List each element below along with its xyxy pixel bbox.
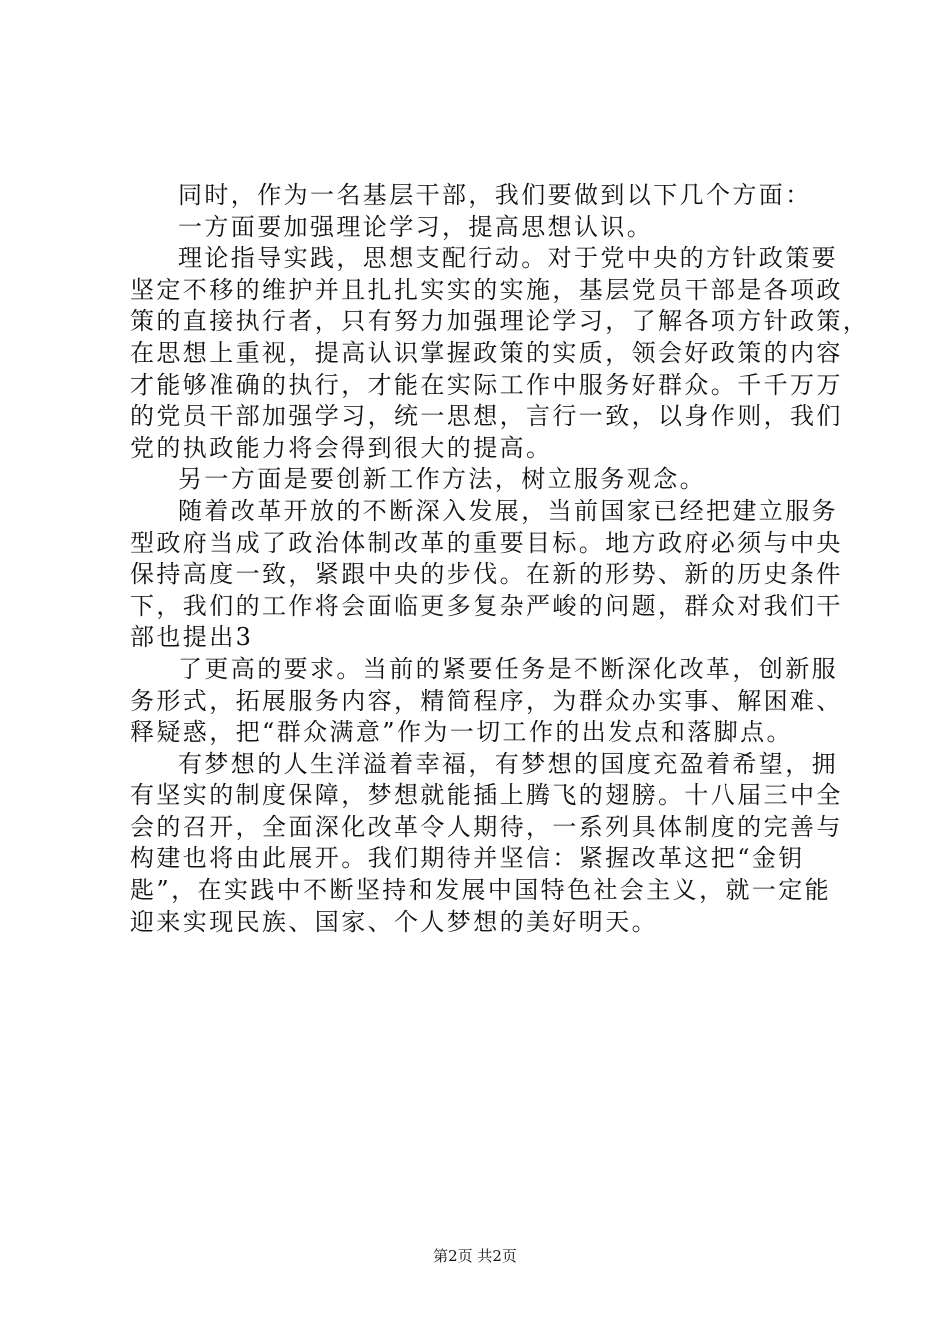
- text-line: 了更高的要求。当前的紧要任务是不断深化改革，创新服: [178, 654, 838, 683]
- text-line: 有坚实的制度保障，梦想就能插上腾飞的翅膀。十八届三中全: [130, 781, 843, 810]
- text-line: 另一方面是要创新工作方法，树立服务观念。: [178, 465, 706, 494]
- document-body: [130, 180, 870, 938]
- text-line: 策的直接执行者，只有努力加强理论学习，了解各项方针政策，: [130, 307, 870, 336]
- text-line: 一方面要加强理论学习，提高思想认识。: [178, 212, 654, 241]
- text-line: 会的召开，全面深化改革令人期待，一系列具体制度的完善与: [130, 812, 843, 841]
- text-line: 迎来实现民族、国家、个人梦想的美好明天。: [130, 907, 658, 936]
- text-line: 党的执政能力将会得到很大的提高。: [130, 433, 553, 462]
- text-line: 有梦想的人生洋溢着幸福，有梦想的国度充盈着希望，拥: [178, 749, 838, 778]
- text-line: 理论指导实践，思想支配行动。对于党中央的方针政策要: [178, 244, 838, 273]
- text-line: 在思想上重视，提高认识掌握政策的实质，领会好政策的内容: [130, 338, 843, 367]
- text-line: 下，我们的工作将会面临更多复杂严峻的问题，群众对我们干: [130, 591, 843, 620]
- text-line: 的党员干部加强学习，统一思想，言行一致，以身作则，我们: [130, 402, 843, 431]
- text-line: 构建也将由此展开。我们期待并坚信：紧握改革这把“金钥: [130, 844, 805, 873]
- text-line: 务形式，拓展服务内容，精简程序，为群众办实事、解困难、: [130, 686, 843, 715]
- text-line: 释疑惑，把“群众满意”作为一切工作的出发点和落脚点。: [130, 718, 793, 747]
- text-line: 型政府当成了政治体制改革的重要目标。地方政府必须与中央: [130, 528, 843, 557]
- text-line: 同时，作为一名基层干部，我们要做到以下几个方面：: [178, 181, 812, 209]
- text-line: 部也提出3: [130, 623, 254, 652]
- text-line: 匙”，在实践中不断坚持和发展中国特色社会主义，就一定能: [130, 876, 832, 905]
- text-line: 随着改革开放的不断深入发展，当前国家已经把建立服务: [178, 496, 838, 525]
- text-line: 保持高度一致，紧跟中央的步伐。在新的形势、新的历史条件: [130, 560, 843, 589]
- text-line: 才能够准确的执行，才能在实际工作中服务好群众。千千万万: [130, 370, 843, 399]
- text-line: 坚定不移的维护并且扎扎实实的实施，基层党员干部是各项政: [130, 275, 843, 304]
- page-footer: 第2页 共2页: [433, 1247, 517, 1265]
